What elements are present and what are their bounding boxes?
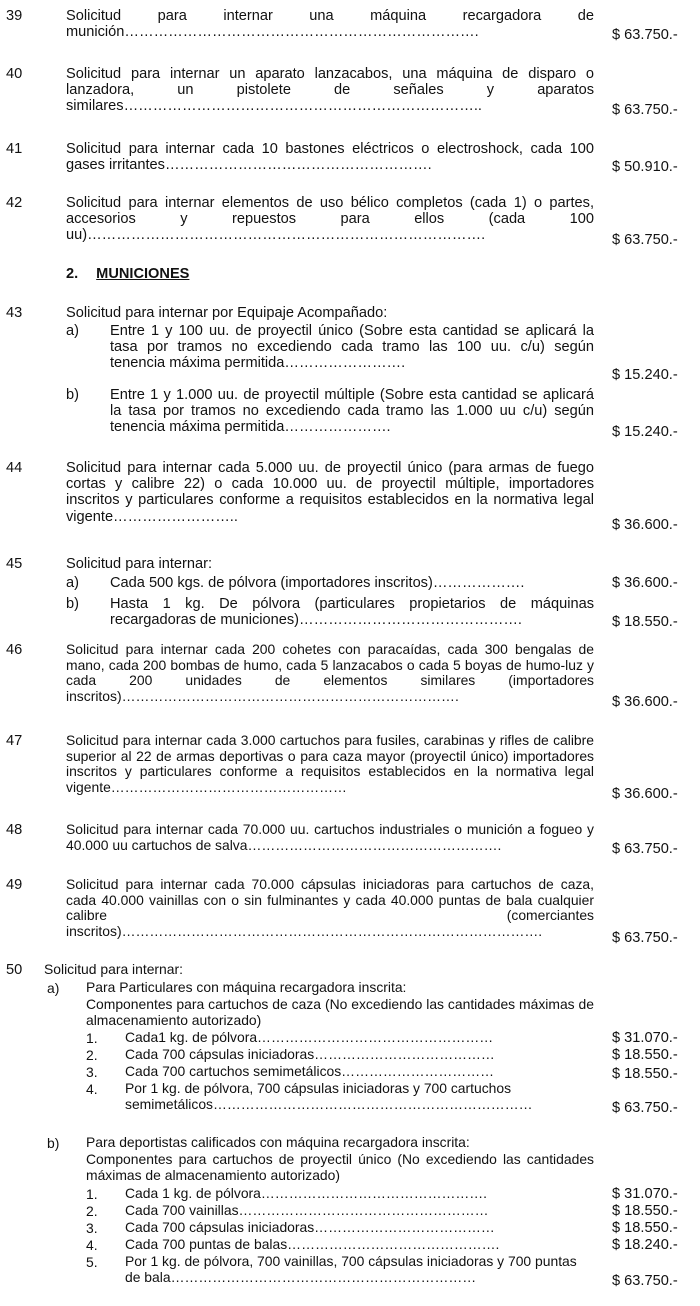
entry-price: $ 31.070.- [612, 1186, 678, 1202]
item-text: Cada1 kg. de pólvora…………………………………………… [125, 1029, 494, 1045]
entry-text: Solicitud para internar cada 200 cohetes con paracaídas, cada 300 bengalas de mano, cada 200 bombas de humo, cada 5 lanzacabos o cada 5 boyas de humo-luz y cada 200 unidades de elementos similares (importadores inscritos)………………………………………………………………. [66, 641, 594, 704]
entry-text: Solicitud para internar cada 5.000 uu. de proyectil único (para armas de fuego cortas y calibre 22) o cada 10.000 uu. de proyectil múltiple, importadores inscritos y particulares conforme a requisitos establecidos en la normativa legal vigente…………………….. [66, 460, 594, 525]
item-text: Cada 1 kg. de pólvora…………………………………………. [125, 1185, 488, 1201]
entry-price: $ 63.750.- [612, 841, 678, 857]
item-text: Cada 700 puntas de balas………………………………………. [125, 1236, 500, 1252]
item-letter: a) [66, 323, 79, 339]
entry-number: 50 [6, 962, 23, 978]
section-number: 2. [66, 266, 79, 282]
item-letter: a) [66, 575, 79, 591]
entry-price: $ 15.240.- [612, 367, 678, 383]
section-title: MUNICIONES [96, 266, 190, 282]
entry-text: Solicitud para internar: [66, 556, 213, 572]
entry-price: $ 36.600.- [612, 575, 678, 591]
entry-number: 39 [6, 8, 23, 24]
entry-price: $ 18.550.- [612, 1066, 678, 1082]
item-index: 2. [86, 1203, 98, 1219]
entry-price: $ 15.240.- [612, 424, 678, 440]
entry-text: Solicitud para internar un aparato lanzacabos, una máquina de disparo o lanzadora, un pistolete de señales y aparatos similares……………………………………………………………….. [66, 66, 594, 115]
item-index: 2. [86, 1047, 98, 1063]
entry-price: $ 50.910.- [612, 159, 678, 175]
entry-price: $ 63.750.- [612, 930, 678, 946]
item-letter: a) [47, 980, 60, 996]
entry-price: $ 63.750.- [612, 27, 678, 43]
section-heading [66, 266, 189, 282]
item-text: Cada 700 cartuchos semimetálicos…………………………… [125, 1063, 494, 1079]
entry-number: 48 [6, 822, 23, 838]
entry-number: 42 [6, 195, 23, 211]
entry-text: Solicitud para internar elementos de uso bélico completos (cada 1) o partes, accesorios y repuestos para ellos (cada 100 uu)………………………………………………………………………. [66, 195, 594, 244]
item-index: 1. [86, 1030, 98, 1046]
group-title: Para Particulares con máquina recargadora inscrita: [86, 979, 407, 995]
item-text: Por 1 kg. de pólvora, 700 vainillas, 700 cápsulas iniciadoras y 700 puntas de bala………………………………………………………… [125, 1253, 577, 1285]
item-text: Cada 700 vainillas……………………………………………… [125, 1202, 489, 1218]
entry-number: 41 [6, 141, 23, 157]
item-text: Cada 700 cápsulas iniciadoras………………………………… [125, 1219, 495, 1235]
item-index: 4. [86, 1237, 98, 1253]
item-index: 3. [86, 1220, 98, 1236]
item-text: Cada 500 kgs. de pólvora (importadores inscritos)………………. [110, 575, 525, 591]
item-text: Entre 1 y 1.000 uu. de proyectil múltiple (Sobre esta cantidad se aplicará la tasa por tramos no excediendo cada tramo las 1.000 uu c/u) según tenencia máxima permitida…………………. [110, 387, 594, 436]
entry-price: $ 18.550.- [612, 1047, 678, 1063]
item-index: 4. [86, 1081, 98, 1097]
entry-price: $ 63.750.- [612, 232, 678, 248]
entry-text: Solicitud para internar cada 70.000 cápsulas iniciadoras para cartuchos de caza, cada 40.000 vainillas con o sin fulminantes y cada 40.000 puntas de bala cualquier calibre (comerciantes inscritos)………………………………………………………………………………. [66, 876, 594, 939]
item-index: 1. [86, 1186, 98, 1202]
entry-number: 49 [6, 877, 23, 893]
entry-price: $ 18.550.- [612, 1220, 678, 1236]
group-subtitle: Componentes para cartuchos de caza (No excediendo las cantidades máximas de almacenamiento autorizado) [86, 996, 594, 1028]
entry-text: Solicitud para internar: [44, 961, 183, 977]
entry-number: 45 [6, 556, 23, 572]
entry-price: $ 36.600.- [612, 694, 678, 710]
entry-text: Solicitud para internar una máquina recargadora de munición………………………………………………………………. [66, 8, 594, 41]
entry-text: Solicitud para internar cada 10 bastones eléctricos o electroshock, cada 100 gases irritantes………………………………………………. [66, 141, 594, 174]
entry-price: $ 63.750.- [612, 1100, 678, 1116]
entry-number: 44 [6, 460, 23, 476]
entry-number: 47 [6, 733, 23, 749]
item-letter: b) [66, 596, 79, 612]
entry-price: $ 18.240.- [612, 1237, 678, 1253]
entry-number: 46 [6, 642, 23, 658]
item-letter: b) [66, 387, 79, 403]
entry-text: Solicitud para internar cada 70.000 uu. cartuchos industriales o munición a fogueo y 40.000 uu cartuchos de salva………………………………………………. [66, 821, 594, 853]
item-text: Hasta 1 kg. De pólvora (particulares propietarios de máquinas recargadoras de municiones)………………………………………. [110, 596, 594, 629]
group-subtitle: Componentes para cartuchos de proyectil único (No excediendo las cantidades máximas de almacenamiento autorizado) [86, 1151, 594, 1183]
item-index: 3. [86, 1064, 98, 1080]
entry-price: $ 36.600.- [612, 786, 678, 802]
entry-price: $ 18.550.- [612, 614, 678, 630]
entry-number: 43 [6, 305, 23, 321]
entry-text: Solicitud para internar cada 3.000 cartuchos para fusiles, carabinas y rifles de calibre superior al 22 de armas deportivas o para caza mayor (proyectil único) importadores inscritos y particulares conforme a requisitos establecidos en la normativa legal vigente…………………………………………… [66, 732, 594, 795]
entry-price: $ 63.750.- [612, 1273, 678, 1289]
entry-price: $ 18.550.- [612, 1203, 678, 1219]
item-text: Entre 1 y 100 uu. de proyectil único (Sobre esta cantidad se aplicará la tasa por tramos no excediendo cada tramo las 100 uu. c/u) según tenencia máxima permitida……………………. [110, 323, 594, 372]
item-text: Cada 700 cápsulas iniciadoras………………………………… [125, 1046, 495, 1062]
entry-price: $ 36.600.- [612, 517, 678, 533]
entry-price: $ 31.070.- [612, 1030, 678, 1046]
item-text: Por 1 kg. de pólvora, 700 cápsulas iniciadoras y 700 cartuchos semimetálicos…………………………………………………………… [125, 1080, 533, 1112]
item-index: 5. [86, 1254, 98, 1270]
group-title: Para deportistas calificados con máquina recargadora inscrita: [86, 1134, 470, 1150]
entry-number: 40 [6, 66, 23, 82]
entry-price: $ 63.750.- [612, 102, 678, 118]
item-letter: b) [47, 1135, 60, 1151]
entry-text: Solicitud para internar por Equipaje Acompañado: [66, 305, 388, 321]
